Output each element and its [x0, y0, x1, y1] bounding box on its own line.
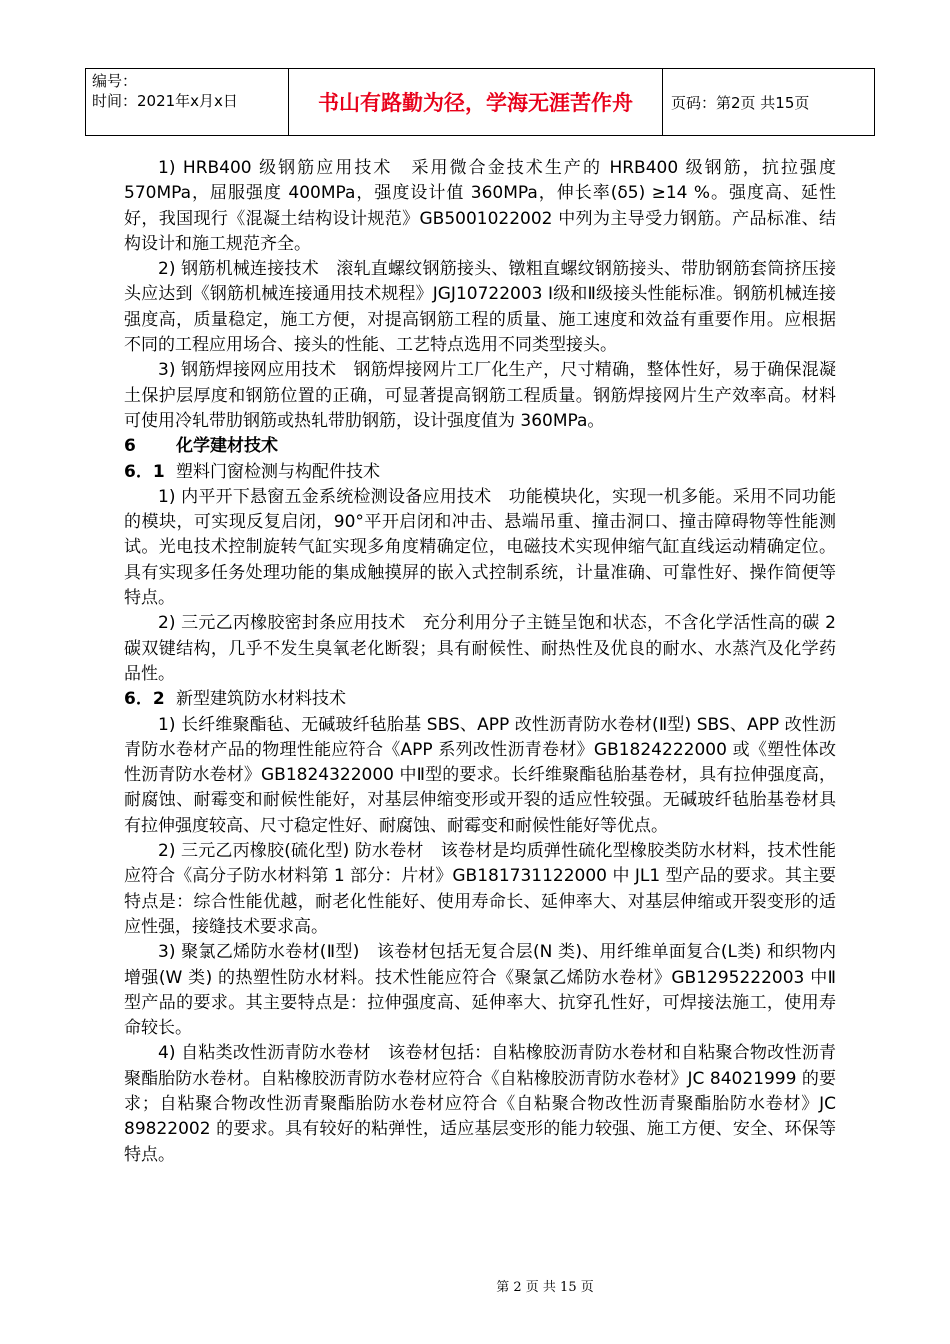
page-footer	[0, 1276, 950, 1295]
section-heading	[124, 434, 836, 459]
body-paragraph: 2) 钢筋机械连接技术 滚轧直螺纹钢筋接头、镦粗直螺纹钢筋接头、带肋钢筋套筒挤压接头应达到《钢筋机械连接通用技术规程》JGJ10722003 Ⅰ级和Ⅱ级接头性能标准。钢筋机械连接强度高，质量稳定，施工方便，对提高钢筋工程的质量、施工速度和效益有重要作用。应根据不同的工程应用场合、接头的性能、工艺特点选用不同类型接头。	[124, 259, 836, 356]
header-motto: 书山有路勤为径，学海无涯苦作舟	[289, 69, 663, 135]
subsection-heading	[124, 460, 836, 485]
heading-number: 6	[124, 436, 136, 457]
body-paragraph: 3) 钢筋焊接网应用技术 钢筋焊接网片工厂化生产，尺寸精确，整体性好，易于确保混凝土保护层厚度和钢筋位置的正确，可显著提高钢筋工程质量。钢筋焊接网片生产效率高。材料可使用冷轧带肋钢筋或热轧带肋钢筋，设计强度值为 360MPa。	[124, 360, 836, 431]
subsection-heading	[124, 687, 836, 712]
body-paragraph: 4) 自粘类改性沥青防水卷材 该卷材包括：自粘橡胶沥青防水卷材和自粘聚合物改性沥青聚酯胎防水卷材。自粘橡胶沥青防水卷材应符合《自粘橡胶沥青防水卷材》JC 84021999 的要求；自粘聚合物改性沥青聚酯胎防水卷材应符合《自粘聚合物改性沥青聚酯胎防水卷材》JC 89822002 的要求。具有较好的粘弹性，适应基层变形的能力较强、施工方便、安全、环保等特点。	[124, 1043, 836, 1165]
body-paragraph: 1) HRB400 级钢筋应用技术 采用微合金技术生产的 HRB400 级钢筋，抗拉强度 570MPa，屈服强度 400MPa，强度设计值 360MPa，伸长率(δ5) ≥14 %。强度高、延性好，我国现行《混凝土结构设计规范》GB5001022002 中列为主导受力钢筋。产品标准、结构设计和施工规范齐全。	[124, 158, 836, 254]
heading-text: 新型建筑防水材料技术	[176, 689, 346, 710]
heading-number: 6．2	[124, 689, 165, 710]
document-body	[124, 156, 836, 1168]
document-number-label: 编号：	[92, 72, 138, 90]
body-paragraph: 2) 三元乙丙橡胶密封条应用技术 充分利用分子主链呈饱和状态，不含化学活性高的碳 2 碳双键结构，几乎不发生臭氧老化断裂；具有耐候性、耐热性及优良的耐水、水蒸汽及化学药品性。	[124, 613, 836, 684]
footer-page-number: 第 2 页 共 15 页	[496, 1280, 594, 1295]
header-meta	[86, 69, 289, 135]
header-page-info: 页码：第2页 共15页	[671, 93, 810, 112]
body-paragraph: 1) 长纤维聚酯毡、无碱玻纤毡胎基 SBS、APP 改性沥青防水卷材(Ⅱ型) SBS、APP 改性沥青防水卷材产品的物理性能应符合《APP 系列改性沥青卷材》GB1824222000 或《塑性体改性沥青防水卷材》GB1824322000 中Ⅱ型的要求。长纤维聚酯毡胎基卷材，具有拉伸强度高，耐腐蚀、耐霉变和耐候性能好，对基层伸缩变形或开裂的适应性较强。无碱玻纤毡胎基卷材具有拉伸强度较高、尺寸稳定性好、耐腐蚀、耐霉变和耐候性能好等优点。	[124, 714, 836, 836]
heading-text: 塑料门窗检测与构配件技术	[176, 461, 380, 482]
body-paragraph: 1) 内平开下悬窗五金系统检测设备应用技术 功能模块化，实现一机多能。采用不同功能的模块，可实现反复启闭，90°平开启闭和冲击、悬端吊重、撞击洞口、撞击障碍物等性能测试。光电技术控制旋转气缸实现多角度精确定位，电磁技术实现伸缩气缸直线运动精确定位。具有实现多任务处理功能的集成触摸屏的嵌入式控制系统，计量准确、可靠性好、操作简便等特点。	[124, 486, 836, 609]
body-paragraph: 2) 三元乙丙橡胶(硫化型) 防水卷材 该卷材是均质弹性硫化型橡胶类防水材料，技术性能应符合《高分子防水材料第 1 部分：片材》GB181731122000 中 JL1 型产品的要求。其主要特点是：综合性能优越，耐老化性能好、使用寿命长、延伸率大、对基层伸缩或开裂变形的适应性强，接缝技术要求高。	[124, 841, 836, 937]
heading-number: 6．1	[124, 461, 165, 482]
body-paragraph: 3) 聚氯乙烯防水卷材(Ⅱ型) 该卷材包括无复合层(N 类)、用纤维单面复合(L类) 和织物内增强(W 类) 的热塑性防水材料。技术性能应符合《聚氯乙烯防水卷材》GB1295222003 中Ⅱ型产品的要求。其主要特点是：拉伸强度高、延伸率大、抗穿孔性好，可焊接法施工，使用寿命较长。	[124, 942, 836, 1039]
heading-text: 化学建材技术	[176, 436, 278, 457]
document-time-label: 时间：2021年x月x日	[92, 92, 238, 110]
page-header	[85, 68, 875, 136]
